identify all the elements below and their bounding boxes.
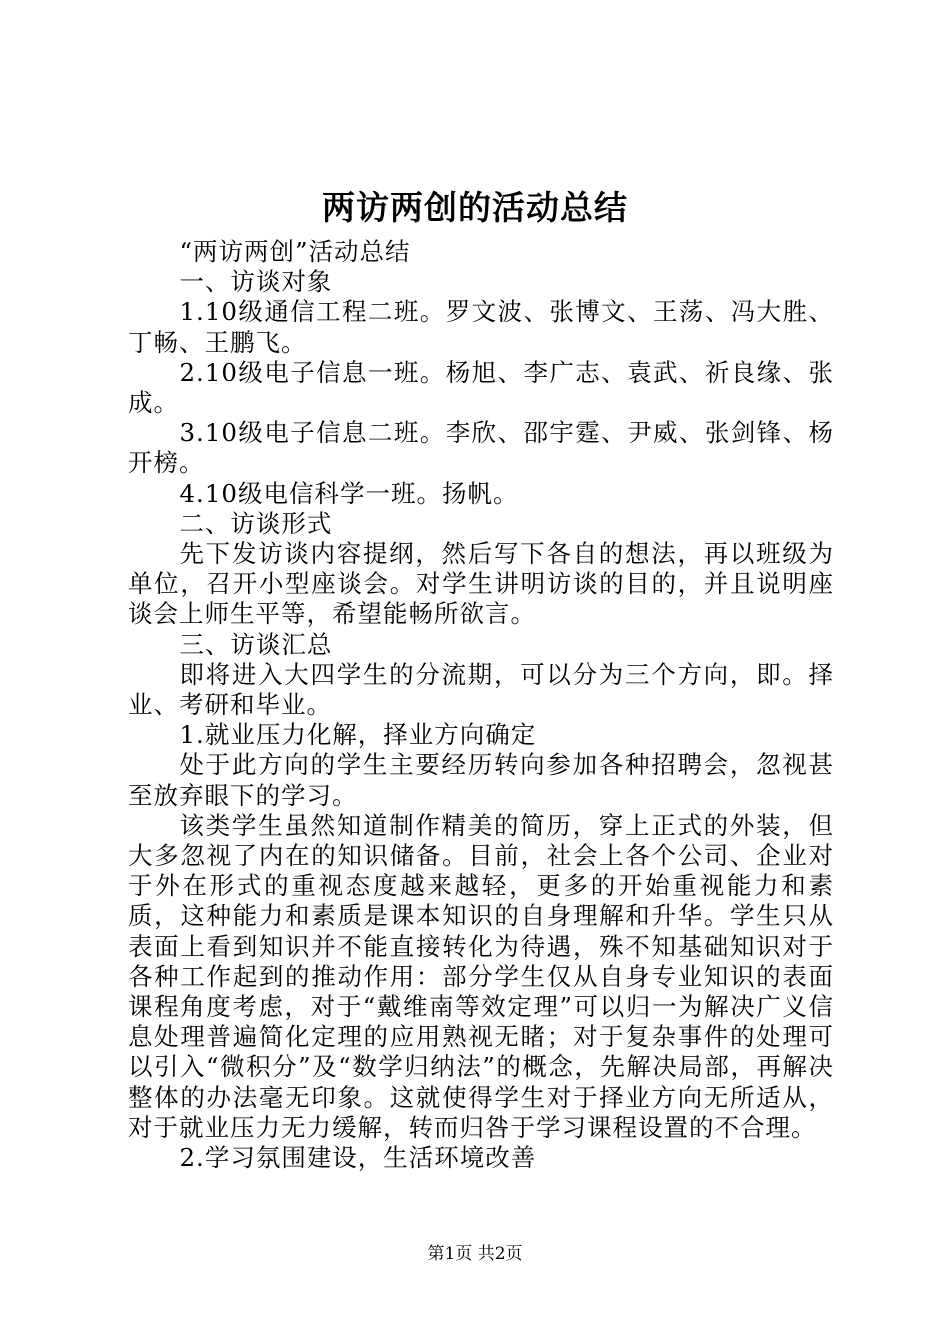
- paragraph: 处于此方向的学生主要经历转向参加各种招聘会，忽视甚至放弃眼下的学习。: [128, 750, 834, 810]
- document-body: [128, 237, 834, 1173]
- list-item: 1.10级通信工程二班。罗文波、张博文、王荡、冯大胜、丁畅、王鹏飞。: [128, 297, 834, 357]
- subsection-heading: 1.就业压力化解，择业方向确定: [179, 720, 537, 750]
- list-item: 3.10级电子信息二班。李欣、邵宇霆、尹威、张剑锋、杨开榜。: [128, 418, 834, 478]
- section-heading-format: 二、访谈形式: [179, 508, 333, 538]
- document-title: 两访两创的活动总结: [322, 188, 628, 227]
- paragraph: 先下发访谈内容提纲，然后写下各自的想法，再以班级为单位，召开小型座谈会。对学生讲明访谈的目的，并且说明座谈会上师生平等，希望能畅所欲言。: [128, 539, 834, 629]
- list-item: 2.10级电子信息一班。杨旭、李广志、袁武、祈良缘、张成。: [128, 357, 834, 418]
- paragraph-subtitle: “两访两创”活动总结: [179, 237, 411, 266]
- paragraph: 该类学生虽然知道制作精美的简历，穿上正式的外装，但大多忽视了内在的知识储备。目前，社会上各个公司、企业对于外在形式的重视态度越来越轻，更多的开始重视能力和素质，这种能力和素质是课本知识的自身理解和升华。学生只从表面上看到知识并不能直接转化为待遇，殊不知基础知识对于各种工作起到的推动作用：部分学生仅从自身专业知识的表面课程角度考虑，对于“戴维南等效定理”可以归一为解决广义信息处理普遍简化定理的应用熟视无睹；对于复杂事件的处理可以引入“微积分”及“数学归纳法”的概念，先解决局部，再解决整体的办法毫无印象。这就使得学生对于择业方向无所适从，对于就业压力无力缓解，转而归咎于学习课程设置的不合理。: [128, 810, 834, 1142]
- page-footer: 第1页 共2页: [427, 1244, 523, 1264]
- subsection-heading: 2.学习氛围建设，生活环境改善: [179, 1143, 537, 1173]
- section-heading-interviewees: 一、访谈对象: [179, 267, 333, 297]
- section-heading-summary: 三、访谈汇总: [179, 629, 333, 659]
- paragraph: 即将进入大四学生的分流期，可以分为三个方向，即。择业、考研和毕业。: [128, 659, 834, 720]
- list-item: 4.10级电信科学一班。扬帆。: [179, 478, 519, 508]
